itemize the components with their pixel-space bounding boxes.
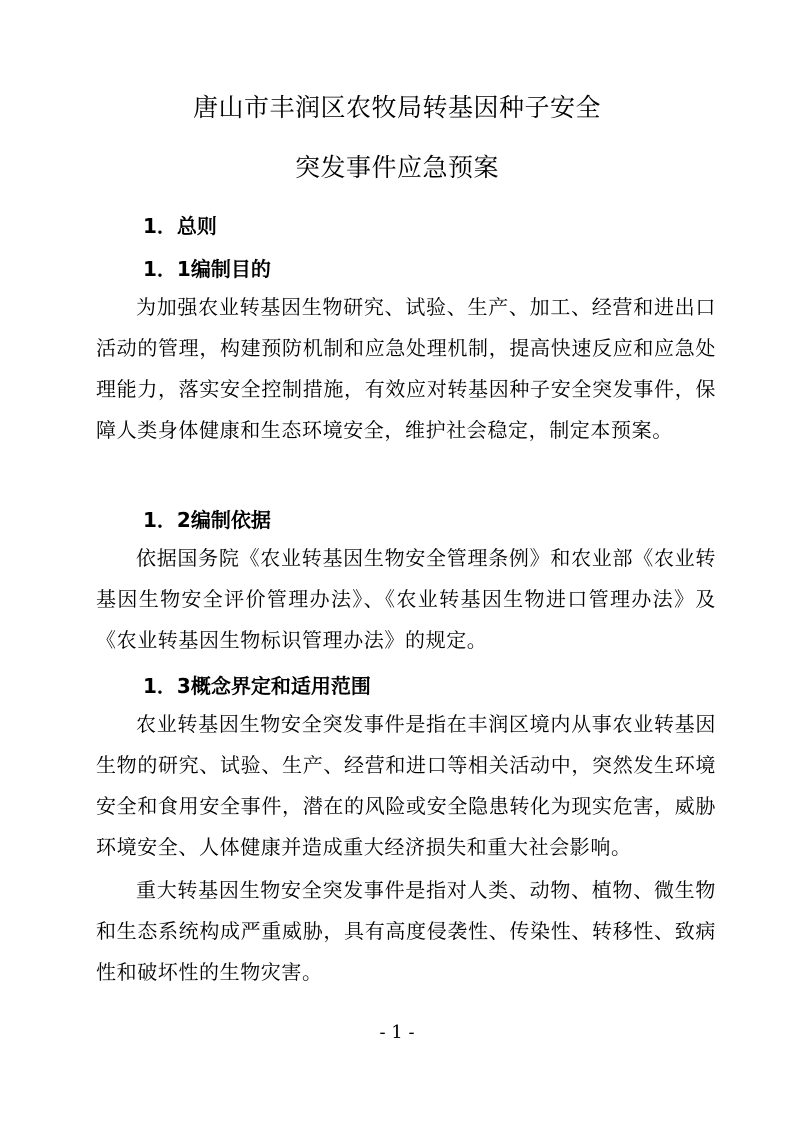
section-1-2-paragraph: 依据国务院《农业转基因生物安全管理条例》和农业部《农业转基因生物安全评价管理办法》、《农业转基因生物进口管理办法》及《农业转基因生物标识管理办法》的规定。 [96, 546, 716, 652]
section-1-1-heading: 1．1编制目的 [143, 257, 271, 281]
document-title-line-2: 突发事件应急预案 [294, 153, 499, 182]
section-1-3-paragraph-1: 农业转基因生物安全突发事件是指在丰润区境内从事农业转基因生物的研究、试验、生产、经营和进口等相关活动中，突然发生环境安全和食用安全事件，潜在的风险或安全隐患转化为现实危害，威胁环境安全、人体健康并造成重大经济损失和重大社会影响。 [96, 712, 716, 859]
section-1-3-paragraph-2: 重大转基因生物安全突发事件是指对人类、动物、植物、微生物和生态系统构成严重威胁，具有高度侵袭性、传染性、转移性、致病性和破坏性的生物灾害。 [96, 878, 716, 984]
section-1-2-heading: 1．2编制依据 [143, 508, 271, 532]
page-number: - 1 - [379, 1022, 415, 1043]
section-1-heading: 1．总则 [143, 214, 217, 238]
section-1-3-heading: 1．3概念界定和适用范围 [143, 674, 371, 698]
section-1-1-paragraph: 为加强农业转基因生物研究、试验、生产、加工、经营和进出口活动的管理，构建预防机制和应急处理机制，提高快速反应和应急处理能力，落实安全控制措施，有效应对转基因种子安全突发事件，保障人类身体健康和生态环境安全，维护社会稳定，制定本预案。 [96, 295, 716, 442]
document-title-line-1: 唐山市丰润区农牧局转基因种子安全 [192, 93, 601, 122]
